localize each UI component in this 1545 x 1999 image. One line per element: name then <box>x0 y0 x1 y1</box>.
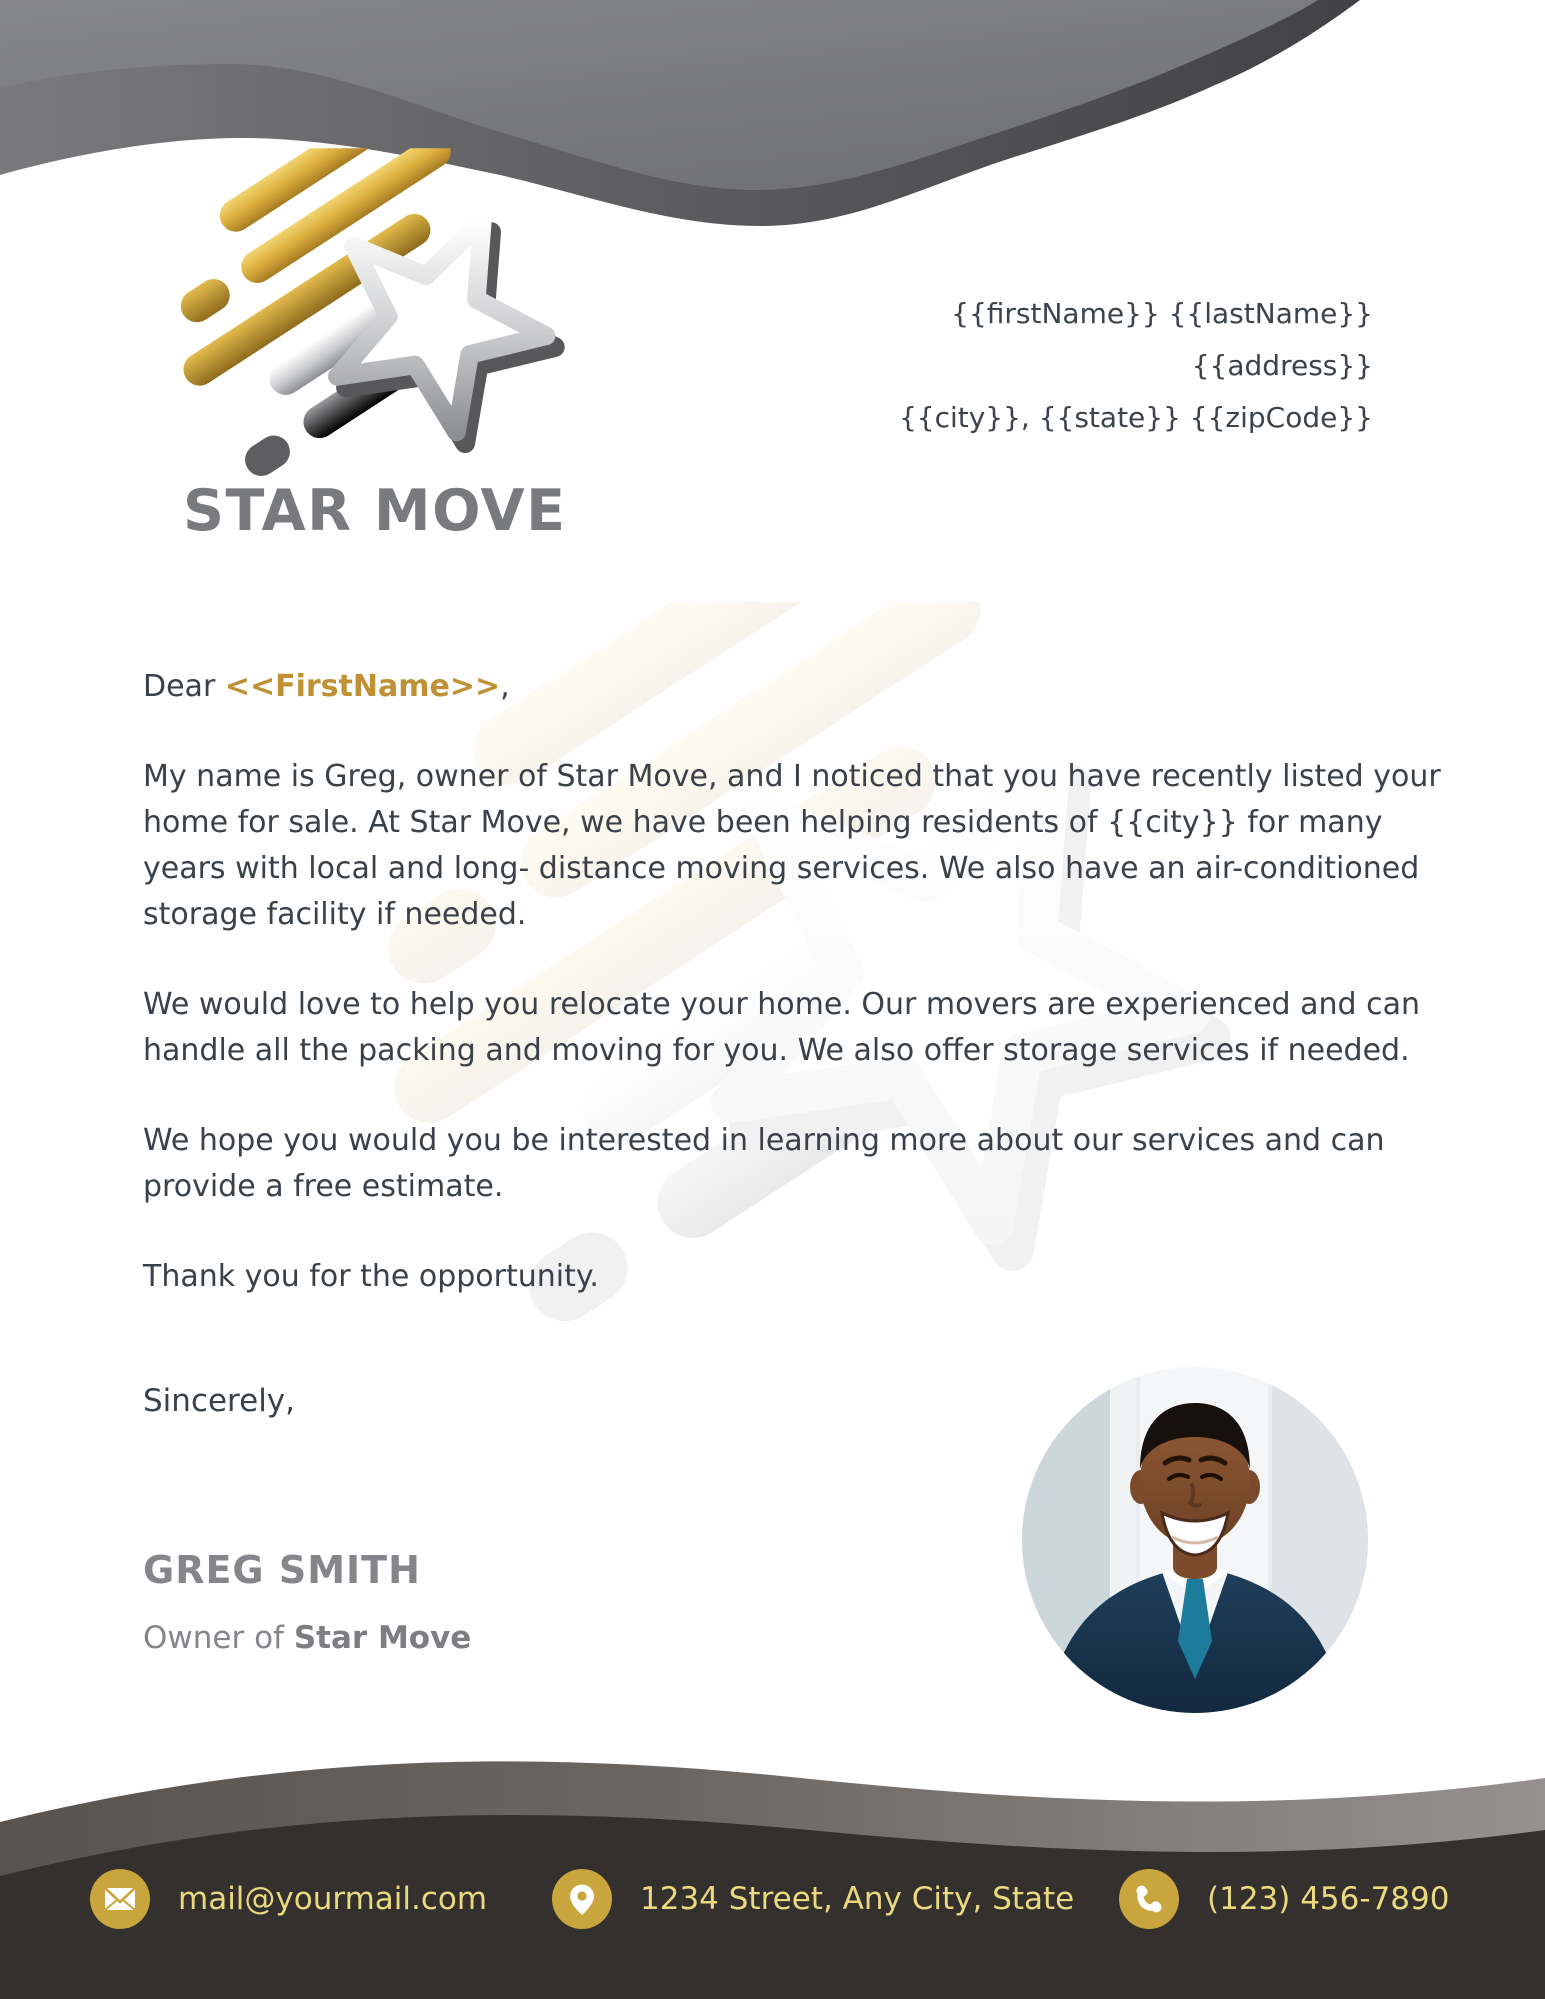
paragraph-2: We would love to help you relocate your home. Our movers are experienced and can handle all the packing and moving for you. We also offer storage services if needed. <box>143 987 1420 1068</box>
signature-role <box>143 1620 471 1656</box>
letter-body <box>143 664 1443 1344</box>
recipient-address-line: {{address}} <box>1191 349 1373 382</box>
footer-address-item <box>552 1862 1074 1936</box>
location-pin-icon <box>552 1869 612 1929</box>
brand-name: STAR MOVE <box>183 478 567 544</box>
owner-photo <box>1022 1367 1368 1713</box>
salutation-suffix: , <box>500 669 510 704</box>
phone-icon <box>1119 1869 1179 1929</box>
paragraph-3: We hope you would you be interested in learning more about our services and can provide a free estimate. <box>143 1123 1385 1204</box>
footer-email-text: mail@yourmail.com <box>178 1881 488 1917</box>
email-icon <box>90 1869 150 1929</box>
recipient-block <box>899 288 1373 444</box>
footer-address-text: 1234 Street, Any City, State <box>640 1881 1075 1917</box>
closing: Sincerely, <box>143 1383 296 1419</box>
footer-phone-text: (123) 456-7890 <box>1207 1881 1450 1917</box>
paragraph-1: My name is Greg, owner of Star Move, and I noticed that you have recently listed your home for sale. At Star Move, we have been helping residents of {{city}} for many years with local and long- distance moving services. We also have an air-conditioned storage facility if needed. <box>143 759 1441 932</box>
salutation <box>143 664 1443 710</box>
salutation-merge-field: <<FirstName>> <box>224 669 501 704</box>
paragraph-4: Thank you for the opportunity. <box>143 1259 599 1294</box>
owner-portrait-illustration <box>1022 1367 1368 1713</box>
footer-contact-bar <box>0 1862 1545 1942</box>
signature-name: GREG SMITH <box>143 1548 421 1592</box>
footer-email-item <box>90 1862 487 1936</box>
footer-wave <box>0 1689 1545 1999</box>
recipient-city-line: {{city}}, {{state}} {{zipCode}} <box>898 401 1373 434</box>
star-move-logo-icon <box>168 148 578 484</box>
signature-company: Star Move <box>293 1620 472 1656</box>
recipient-name-line: {{firstName}} {{lastName}} <box>951 297 1373 330</box>
salutation-prefix: Dear <box>143 669 225 704</box>
signature-role-prefix: Owner of <box>143 1620 294 1656</box>
footer-phone-item <box>1119 1862 1449 1936</box>
